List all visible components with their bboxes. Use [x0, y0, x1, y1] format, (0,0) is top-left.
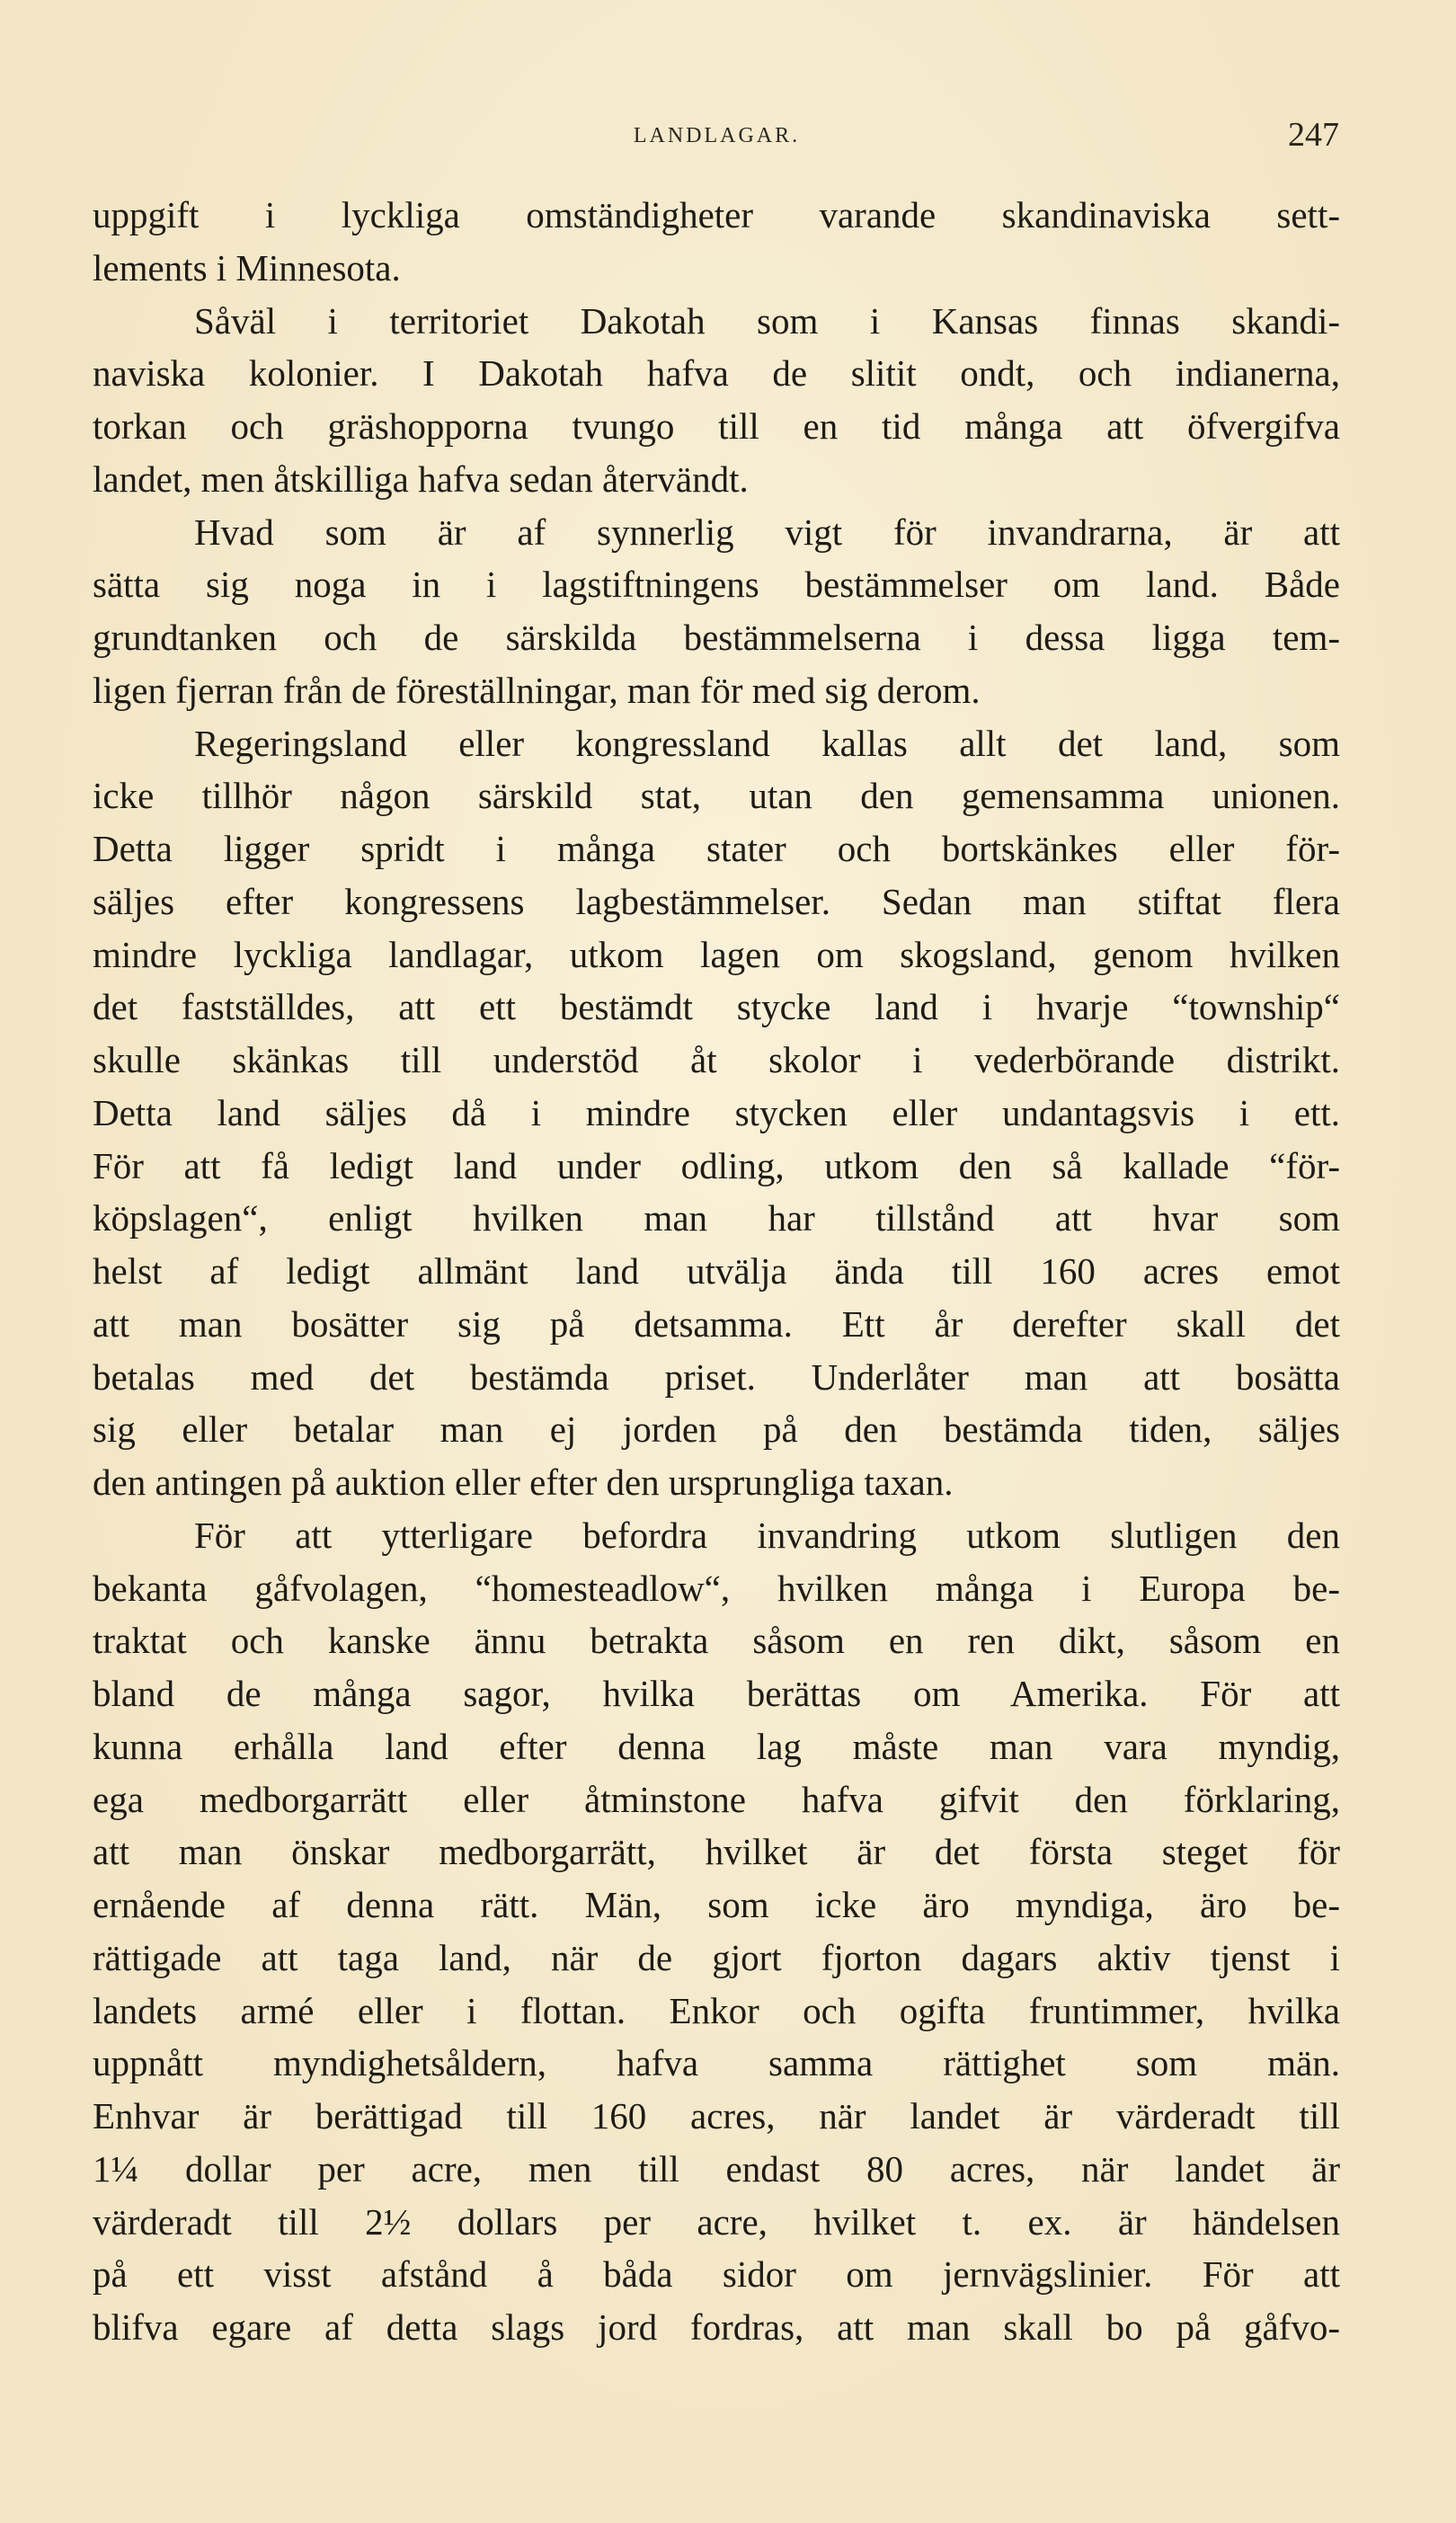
running-title: LANDLAGAR. [633, 124, 801, 147]
text-line: landets armé eller i flottan. Enkor och ogifta fruntimmer, hvilka [93, 1989, 1340, 2031]
running-head [94, 115, 1339, 169]
text-line: grundtanken och de särskilda bestämmelserna i dessa ligga tem- [93, 617, 1340, 658]
text-line: Detta land säljes då i mindre stycken eller undantagsvis i ett. [93, 1091, 1340, 1133]
text-line: icke tillhör någon särskild stat, utan den gemensamma unionen. [93, 775, 1340, 817]
text-line: värderadt till 2½ dollars per acre, hvilket t. ex. är händelsen [93, 2200, 1340, 2243]
text-line: Hvad som är af synnerlig vigt för invandrarna, är att [194, 511, 1340, 553]
text-line: Såväl i territoriet Dakotah som i Kansas finnas skandi- [194, 299, 1340, 342]
text-line: uppgift i lyckliga omständigheter varande skandinaviska sett- [93, 194, 1340, 235]
text-line: köpslagen“, enligt hvilken man har tillstånd att hvar som [93, 1197, 1340, 1239]
text-line: ligen fjerran från de föreställningar, man för med sig derom. [93, 669, 981, 711]
text-line: Enhvar är berättigad till 160 acres, när landet är värderadt till [93, 2095, 1340, 2137]
text-line: För att få ledigt land under odling, utkom den så kallade “för- [93, 1144, 1340, 1186]
text-line: torkan och gräshopporna tvungo till en tid många att öfvergifva [93, 405, 1340, 447]
text-line: bland de många sagor, hvilka berättas om Amerika. För att [93, 1673, 1340, 1714]
text-line: lements i Minnesota. [93, 246, 401, 289]
text-line: ega medborgarrätt eller åtminstone hafva gifvit den förklaring, [93, 1778, 1340, 1820]
text-line: rättigade att taga land, när de gjort fjorton dagars aktiv tjenst i [93, 1936, 1340, 1978]
text-line: ernående af denna rätt. Män, som icke äro myndiga, äro be- [93, 1884, 1340, 1925]
text-line: landet, men åtskilliga hafva sedan återvändt. [93, 458, 749, 500]
text-line: säljes efter kongressens lagbestämmelser. Sedan man stiftat flera [93, 880, 1340, 922]
text-line: bekanta gåfvolagen, “homesteadlow“, hvilken många i Europa be- [93, 1567, 1340, 1609]
text-line: att man bosätter sig på detsamma. Ett år derefter skall det [93, 1302, 1340, 1345]
text-line: helst af ledigt allmänt land utvälja ända till 160 acres emot [93, 1250, 1340, 1292]
text-line: 1¼ dollar per acre, men till endast 80 acres, när landet är [93, 2147, 1340, 2190]
text-line: uppnått myndighetsåldern, hafva samma rättighet som män. [93, 2042, 1340, 2084]
text-line: naviska kolonier. I Dakotah hafva de slitit ondt, och indianerna, [93, 352, 1340, 395]
text-line: det fastställdes, att ett bestämdt stycke land i hvarje “township“ [93, 986, 1340, 1028]
page-number: 247 [1288, 116, 1339, 154]
text-line: att man önskar medborgarrätt, hvilket är det första steget för [93, 1831, 1340, 1873]
text-line: Regeringsland eller kongressland kallas allt det land, som [194, 722, 1340, 764]
text-line: Detta ligger spridt i många stater och bortskänkes eller för- [93, 828, 1340, 869]
text-line: traktat och kanske ännu betrakta såsom en ren dikt, såsom en [93, 1620, 1340, 1662]
text-line: kunna erhålla land efter denna lag måste man vara myndig, [93, 1725, 1340, 1767]
text-line: mindre lyckliga landlagar, utkom lagen om skogsland, genom hvilken [93, 933, 1340, 975]
text-line: på ett visst afstånd å båda sidor om jernvägslinier. För att [93, 2253, 1340, 2296]
text-line: blifva egare af detta slags jord fordras, att man skall bo på gåfvo- [93, 2306, 1340, 2348]
body-text [93, 189, 1340, 2354]
text-line: skulle skänkas till understöd åt skolor i vederbörande distrikt. [93, 1039, 1340, 1080]
text-line: sig eller betalar man ej jorden på den bestämda tiden, säljes [93, 1408, 1340, 1451]
text-line: För att ytterligare befordra invandring utkom slutligen den [194, 1514, 1340, 1556]
text-line: den antingen på auktion eller efter den ursprungliga taxan. [93, 1461, 954, 1503]
text-line: sätta sig noga in i lagstiftningens bestämmelser om land. Både [93, 564, 1340, 606]
text-line: betalas med det bestämda priset. Underlåter man att bosätta [93, 1355, 1340, 1398]
